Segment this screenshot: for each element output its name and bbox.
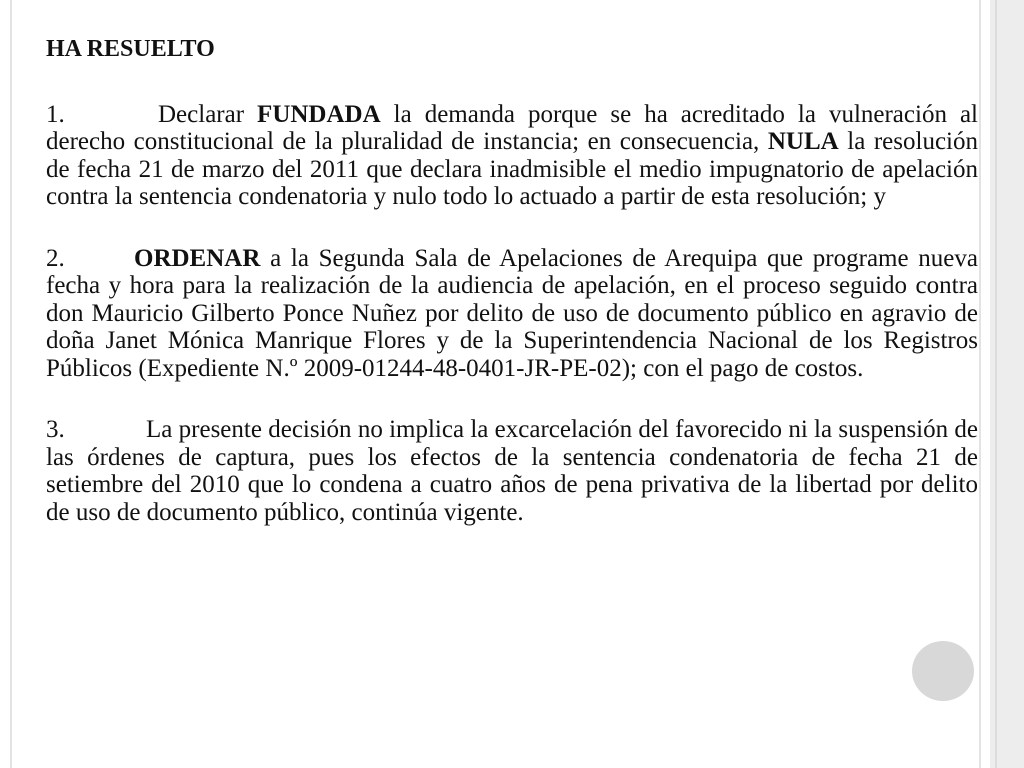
right-margin-band-line: [995, 0, 997, 768]
item-number: 2.: [46, 244, 65, 272]
left-border-line: [10, 0, 12, 768]
item-number: 3.: [46, 416, 65, 443]
item-emphasis: FUNDADA: [257, 100, 381, 128]
resolution-item-1: [46, 101, 978, 211]
item-text: La presente decisión no implica la excarcelación del favorecido ni la suspensión de las órdenes de captura, pues los efectos de la sentencia condenatoria de fecha 21 de setiembre del 2010 que lo condena a cuatro años de pena privativa de la libertad por delito de uso de documento público, continúa vigente.: [46, 416, 978, 526]
item-text: a la Segunda Sala de Apelaciones de Arequipa que programe nueva fecha y hora para la realización de la audiencia de apelación, en el proceso seguido contra don Mauricio Gilberto Ponce Nuñez por delito de uso de documento público en agravio de doña Janet Mónica Manrique Flores y de la Superintendencia Nacional de los Registros Públicos (Expediente N.º 2009-01244-48-0401-JR-PE-02); con el pago de costos.: [46, 244, 978, 382]
document-body: [46, 36, 978, 560]
item-text: Declarar: [158, 100, 258, 128]
item-emphasis: NULA: [767, 128, 839, 155]
item-text: la demanda porque se ha acreditado la vulneración al derecho constitucional de la pluralidad de instancia; en consecuencia,: [46, 100, 978, 155]
resolution-heading: HA RESUELTO: [46, 36, 215, 62]
item-number: 1.: [46, 100, 65, 128]
item-text: la resolución de fecha 21 de marzo del 2011 que declara inadmisible el medio impugnatorio de apelación contra la sentencia condenatoria y nulo todo lo actuado a partir de esta resolución; y: [46, 128, 978, 210]
right-border-line: [979, 0, 981, 768]
resolution-item-2: [46, 245, 978, 383]
item-emphasis: ORDENAR: [134, 244, 261, 272]
resolution-item-3: [46, 416, 978, 526]
decorative-circle: [912, 641, 974, 701]
